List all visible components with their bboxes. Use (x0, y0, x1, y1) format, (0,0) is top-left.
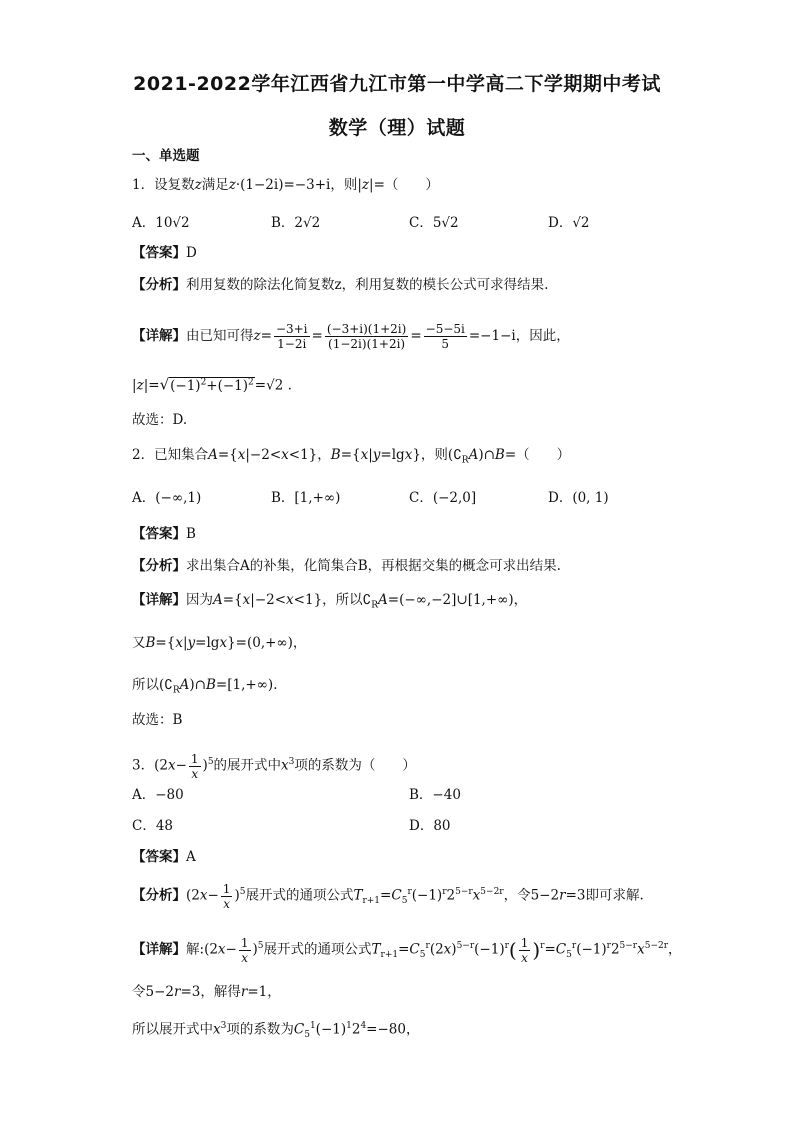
q2-detail-line3: 所以$(∁_RA)\cap B=[1,+\infty)$. (132, 677, 278, 696)
q3-option-c: C．48 (132, 818, 174, 834)
q2-option-b: B．[1,+∞) (271, 490, 341, 506)
page-subtitle: 数学（理）试题 (328, 117, 466, 139)
q1-option-b: B．2√2 (271, 215, 321, 231)
q2-stem: 2．已知集合A={x|−2<x<1}，B={x|y=lgx}，则$(∁_RA)\cap B=$（ ） (132, 447, 571, 466)
q1-option-c: C．5√2 (409, 215, 459, 231)
q3-detail-line2: 令5−2r=3，解得r=1， (132, 984, 281, 1000)
q2-option-c: C．(−2,0] (409, 490, 477, 506)
q3-option-b: B．−40 (409, 787, 461, 803)
q1-option-d: D．√2 (548, 215, 590, 231)
q1-modulus: $|z|=√(-1)^2+(-1)^2=√2$ . (132, 375, 292, 394)
q3-detail-line3: 所以展开式中$x^3$项的系数为$C_5^1(-1)^12^4=-80$， (132, 1021, 420, 1041)
q2-analysis: 【分析】求出集合A的补集，化简集合B，再根据交集的概念可求出结果. (132, 558, 561, 574)
q2-answer: 【答案】B (132, 526, 196, 542)
q2-option-d: D．(0, 1) (548, 490, 609, 506)
q3-analysis: 【分析】(2x− $\frac{1}{x}$ )$^5$展开式的通项公式$T_{r+1}=C_5^r(-1)^r2^{5-r}x^{5-2r}$，令5−2r=3即可求解. (132, 881, 644, 911)
q3-option-a: A．−80 (132, 787, 184, 803)
q3-detail: 【详解】解:(2x− $\frac{1}{x}$ )$^5$展开式的通项公式$T_{r+1}=C_5^r(2x)^{5-r}(-1)^r$( $\frac{1}{x}$ )$^r=C_5^r(-1)^r2^{5-r}x^{5-2r}$， (132, 935, 682, 965)
q2-conclusion: 故选：B (132, 712, 183, 728)
q1-answer: 【答案】D (132, 245, 197, 261)
q1-option-a: A．10√2 (132, 215, 190, 231)
q3-option-d: D．80 (409, 818, 451, 834)
section-heading: 一、单选题 (132, 148, 200, 164)
q2-option-a: A．(−∞,1) (132, 490, 202, 506)
q1-detail: 【详解】由已知可得z= $\frac{-3+i}{1-2i}$ = $\frac{(-3+i)(1+2i)}{(1-2i)(1+2i)}$ = $\frac{-5-5i}{5}$ =−1−i，因此， (132, 322, 570, 351)
q3-stem: 3．(2x− $\frac{1}{x}$ )$^5$的展开式中$x^3$项的系数为（ ） (132, 751, 416, 781)
q2-detail: 【详解】因为A={x|−2<x<1}，所以$∁_RA=(-\infty,-2]\cup[1,+\infty)$， (132, 592, 528, 611)
page-title: 2021-2022学年江西省九江市第一中学高二下学期期中考试 (133, 73, 661, 95)
q1-stem: 1．设复数z满足z·(1−2i)=−3+i，则|z|=（ ） (132, 177, 439, 193)
q1-analysis: 【分析】利用复数的除法化简复数z，利用复数的模长公式可求得结果. (132, 277, 549, 293)
q2-detail-line2: 又B={x|y=lgx}=(0,+∞)， (132, 635, 307, 651)
q3-answer: 【答案】A (132, 849, 196, 865)
q1-conclusion: 故选：D. (132, 412, 188, 428)
